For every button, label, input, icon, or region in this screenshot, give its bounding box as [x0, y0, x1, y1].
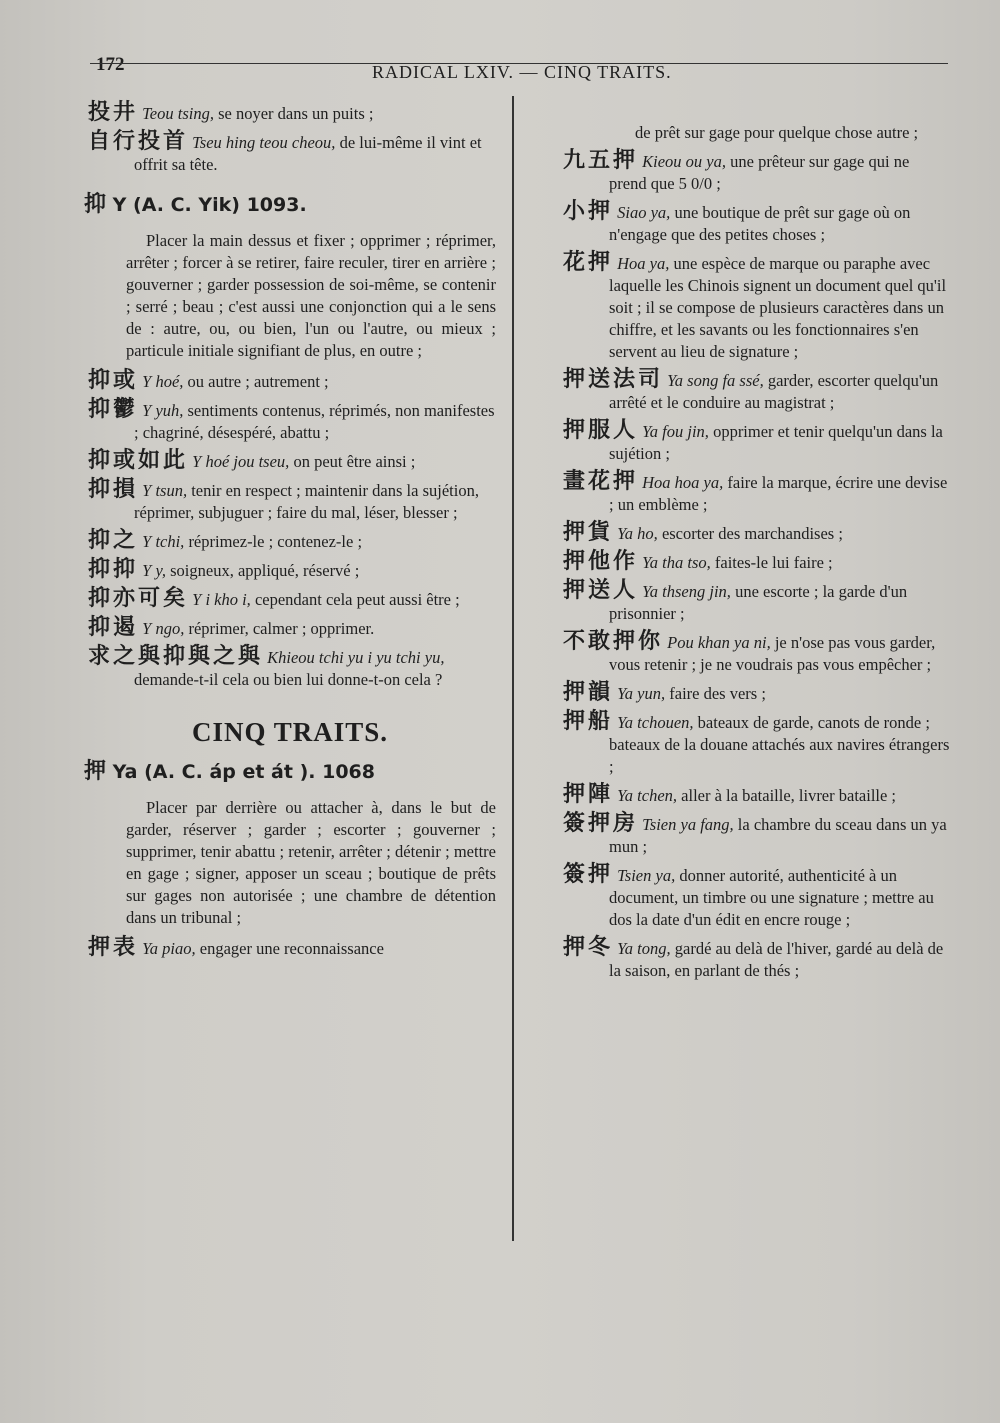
header-rule: [90, 63, 948, 64]
entry-chars: 投井: [88, 100, 139, 125]
entry-chars: 押船: [563, 709, 614, 734]
entry-chars: 抑損: [88, 477, 139, 502]
headword-char: 押: [84, 759, 107, 784]
dictionary-entry: [555, 631, 950, 676]
entry-romanization: Y hoé,: [142, 372, 184, 391]
entry-chars: 抑或如此: [88, 448, 189, 473]
entry-definition: de lui-même il vint et offrit sa tête.: [134, 133, 482, 174]
dictionary-entry: [555, 150, 950, 195]
definition-paragraph: Placer par derrière ou attacher à, dans le but de garder, réserver ; garder ; escorter ; gouverner ; supprimer, tenir abattu ; retenir, arrêter ; détenir ; mettre en gage ; signer, apposer un sceau ; boutique de prêts sur gages non autorisée ; une chambre de détention dans un tribunal ;: [126, 798, 496, 927]
dictionary-entry: [555, 711, 950, 778]
entry-definition: engager une reconnaissance: [195, 939, 384, 958]
dictionary-entry: [555, 864, 950, 931]
entry-definition: une escorte ; la garde d'un prisonnier ;: [609, 582, 908, 623]
section-title: CINQ TRAITS.: [191, 717, 389, 747]
continuation-text: de prêt sur gage pour quelque chose autre ;: [635, 123, 919, 142]
page-number: 172: [96, 54, 125, 75]
entry-chars: 花押: [563, 250, 614, 275]
entry-definition: réprimez-le ; contenez-le ;: [184, 532, 363, 551]
dictionary-entry: [555, 471, 950, 516]
entry-chars: 押送法司: [563, 367, 664, 392]
dictionary-entry: [80, 530, 500, 553]
headword-text: Y (A. C. Yik) 1093.: [112, 194, 307, 216]
entry-romanization: Ya tha tso,: [642, 553, 711, 572]
right-column: [555, 122, 950, 988]
entry-romanization: Ya fou jin,: [642, 422, 709, 441]
entry-definition: sentiments contenus, réprimés, non manifestes ; chagriné, désespéré, abattu ;: [134, 401, 495, 442]
dictionary-entry: [555, 420, 950, 465]
entry-romanization: Ya piao,: [142, 939, 196, 958]
entry-definition: une espèce de marque ou paraphe avec laquelle les Chinois signent un document quel qu'il soit ; il se compose de plusieurs caractères dans un chiffre, et les savants ou les fonctionnaires s'en servent au lieu de signature ;: [609, 254, 947, 361]
column-divider: [512, 96, 514, 1241]
dictionary-entry: [555, 937, 950, 982]
entry-chars: 抑抑: [88, 557, 139, 582]
entry-definition: cependant cela peut aussi être ;: [250, 590, 460, 609]
dictionary-entry: [80, 646, 500, 691]
entry-chars: 求之與抑與之與: [88, 644, 264, 669]
entry-chars: 押表: [88, 935, 139, 960]
entry-definition: aller à la bataille, livrer bataille ;: [677, 786, 897, 805]
entry-definition: soigneux, appliqué, réservé ;: [165, 561, 360, 580]
entry-romanization: Y y,: [142, 561, 166, 580]
entry-romanization: Y ngo,: [142, 619, 185, 638]
entry-definition: la chambre du sceau dans un ya mun ;: [609, 815, 947, 856]
entry-definition: une prêteur sur gage qui ne prend que 5 0/0 ;: [609, 152, 910, 193]
dictionary-entry: [80, 559, 500, 582]
headword-char: 抑: [84, 192, 107, 217]
entry-chars: 簽押房: [563, 811, 639, 836]
dictionary-entry: [555, 201, 950, 246]
entry-definition: je n'ose pas vous garder, vous retenir ; je ne voudrais pas vous empêcher ;: [609, 633, 936, 674]
entry-definition: gardé au delà de l'hiver, gardé au delà de la saison, en parlant de thés ;: [609, 939, 944, 980]
dictionary-entry: [80, 399, 500, 444]
dictionary-entry: [80, 937, 500, 960]
entry-romanization: Hoa ya,: [617, 254, 670, 273]
entry-definition: ou autre ; autrement ;: [183, 372, 329, 391]
entry-romanization: Kieou ou ya,: [642, 152, 727, 171]
entry-definition: demande-t-il cela ou bien lui donne-t-on cela ?: [134, 670, 443, 689]
dictionary-entry: [555, 551, 950, 574]
entry-chars: 抑遏: [88, 615, 139, 640]
entry-romanization: Hoa hoa ya,: [642, 473, 724, 492]
entry-chars: 押冬: [563, 935, 614, 960]
dictionary-entry: [555, 252, 950, 363]
entry-romanization: Ya tong,: [617, 939, 671, 958]
entry-romanization: Tsien ya fang,: [642, 815, 734, 834]
entry-romanization: Tseu hing teou cheou,: [192, 133, 336, 152]
entry-definition: se noyer dans un puits ;: [213, 104, 374, 123]
headword-ya: [84, 761, 500, 783]
entry-romanization: Y tchi,: [142, 532, 185, 551]
left-entries-2: [80, 937, 500, 960]
entry-chars: 押服人: [563, 418, 639, 443]
dictionary-entry: [80, 588, 500, 611]
entry-romanization: Khieou tchi yu i yu tchi yu,: [267, 648, 445, 667]
entry-chars: 不敢押你: [563, 629, 664, 654]
entry-romanization: Y i kho i,: [192, 590, 251, 609]
entry-definition: opprimer et tenir quelqu'un dans la sujétion ;: [609, 422, 943, 463]
entry-chars: 畫花押: [563, 469, 639, 494]
entry-romanization: Ya song fa ssé,: [667, 371, 764, 390]
entry-romanization: Ya tchouen,: [617, 713, 694, 732]
right-entries: [555, 150, 950, 982]
entry-chars: 押韻: [563, 680, 614, 705]
dictionary-entry: [555, 580, 950, 625]
dictionary-entry: [555, 682, 950, 705]
entry-romanization: Y tsun,: [142, 481, 188, 500]
entry-chars: 九五押: [563, 148, 639, 173]
entry-definition: donner autorité, authenticité à un document, un timbre ou une signature ; mettre au dos la date d'un édit en encre rouge ;: [609, 866, 934, 929]
dictionary-entry: [555, 522, 950, 545]
headword-y: [84, 194, 500, 216]
page-header: [90, 48, 948, 88]
entry-definition: réprimer, calmer ; opprimer.: [184, 619, 375, 638]
entry-romanization: Ya ho,: [617, 524, 658, 543]
entry-romanization: Ya tchen,: [617, 786, 678, 805]
entry-romanization: Pou khan ya ni,: [667, 633, 771, 652]
entry-romanization: Y hoé jou tseu,: [192, 452, 290, 471]
entry-romanization: Y yuh,: [142, 401, 184, 420]
dictionary-entry: [80, 370, 500, 393]
entry-definition: tenir en respect ; maintenir dans la sujétion, réprimer, subjuguer ; faire du mal, léser, blesser ;: [134, 481, 479, 522]
entry-chars: 簽押: [563, 862, 614, 887]
entry-chars: 自行投首: [88, 129, 189, 154]
headword-text: Ya (A. C. áp et át ). 1068: [112, 761, 375, 783]
entry-definition: garder, escorter quelqu'un arrêté et le conduire au magistrat ;: [609, 371, 939, 412]
dictionary-entry: [80, 102, 500, 125]
entry-chars: 小押: [563, 199, 614, 224]
entry-chars: 押貨: [563, 520, 614, 545]
left-entries-1: [80, 370, 500, 691]
entry-definition: faire des vers ;: [665, 684, 766, 703]
dictionary-entry: [80, 617, 500, 640]
entry-definition: escorter des marchandises ;: [657, 524, 843, 543]
entry-definition: on peut être ainsi ;: [289, 452, 416, 471]
entry-romanization: Siao ya,: [617, 203, 671, 222]
entry-definition: faire la marque, écrire une devise ; un emblème ;: [609, 473, 948, 514]
entry-chars: 押他作: [563, 549, 639, 574]
entry-romanization: Ya thseng jin,: [642, 582, 731, 601]
entry-definition: faites-le lui faire ;: [710, 553, 833, 572]
dictionary-entry: [555, 369, 950, 414]
entry-romanization: Ya yun,: [617, 684, 666, 703]
dictionary-entry: [80, 131, 500, 176]
entry-chars: 抑或: [88, 368, 139, 393]
entry-chars: 抑鬱: [88, 397, 139, 422]
entry-definition: une boutique de prêt sur gage où on n'engage que des petites choses ;: [609, 203, 911, 244]
left-column: [80, 102, 500, 966]
entry-romanization: Teou tsing,: [142, 104, 214, 123]
dictionary-entry: [80, 479, 500, 524]
entry-chars: 抑之: [88, 528, 139, 553]
dictionary-entry: [80, 450, 500, 473]
entry-definition: bateaux de garde, canots de ronde ; bateaux de la douane attachés aux navires étrangers ;: [609, 713, 950, 776]
entry-chars: 押陣: [563, 782, 614, 807]
running-head: RADICAL LXIV. — CINQ TRAITS.: [372, 62, 672, 82]
entry-romanization: Tsien ya,: [617, 866, 676, 885]
entry-chars: 押送人: [563, 578, 639, 603]
definition-paragraph: Placer la main dessus et fixer ; opprimer ; réprimer, arrêter ; forcer à se retirer, faire reculer, tirer en arrière ; gouverner ; garder possession de soi-même, se contenir ; serré ; beau ; c'est aussi une conjonction qui a le sens de : autre, ou, ou bien, l'un ou l'autre, ou mieux ; particule initiale signifiant de plus, en outre ;: [126, 231, 496, 360]
left-top-entries: [80, 102, 500, 176]
dictionary-entry: [555, 784, 950, 807]
entry-chars: 抑亦可矣: [88, 586, 189, 611]
dictionary-entry: [555, 813, 950, 858]
